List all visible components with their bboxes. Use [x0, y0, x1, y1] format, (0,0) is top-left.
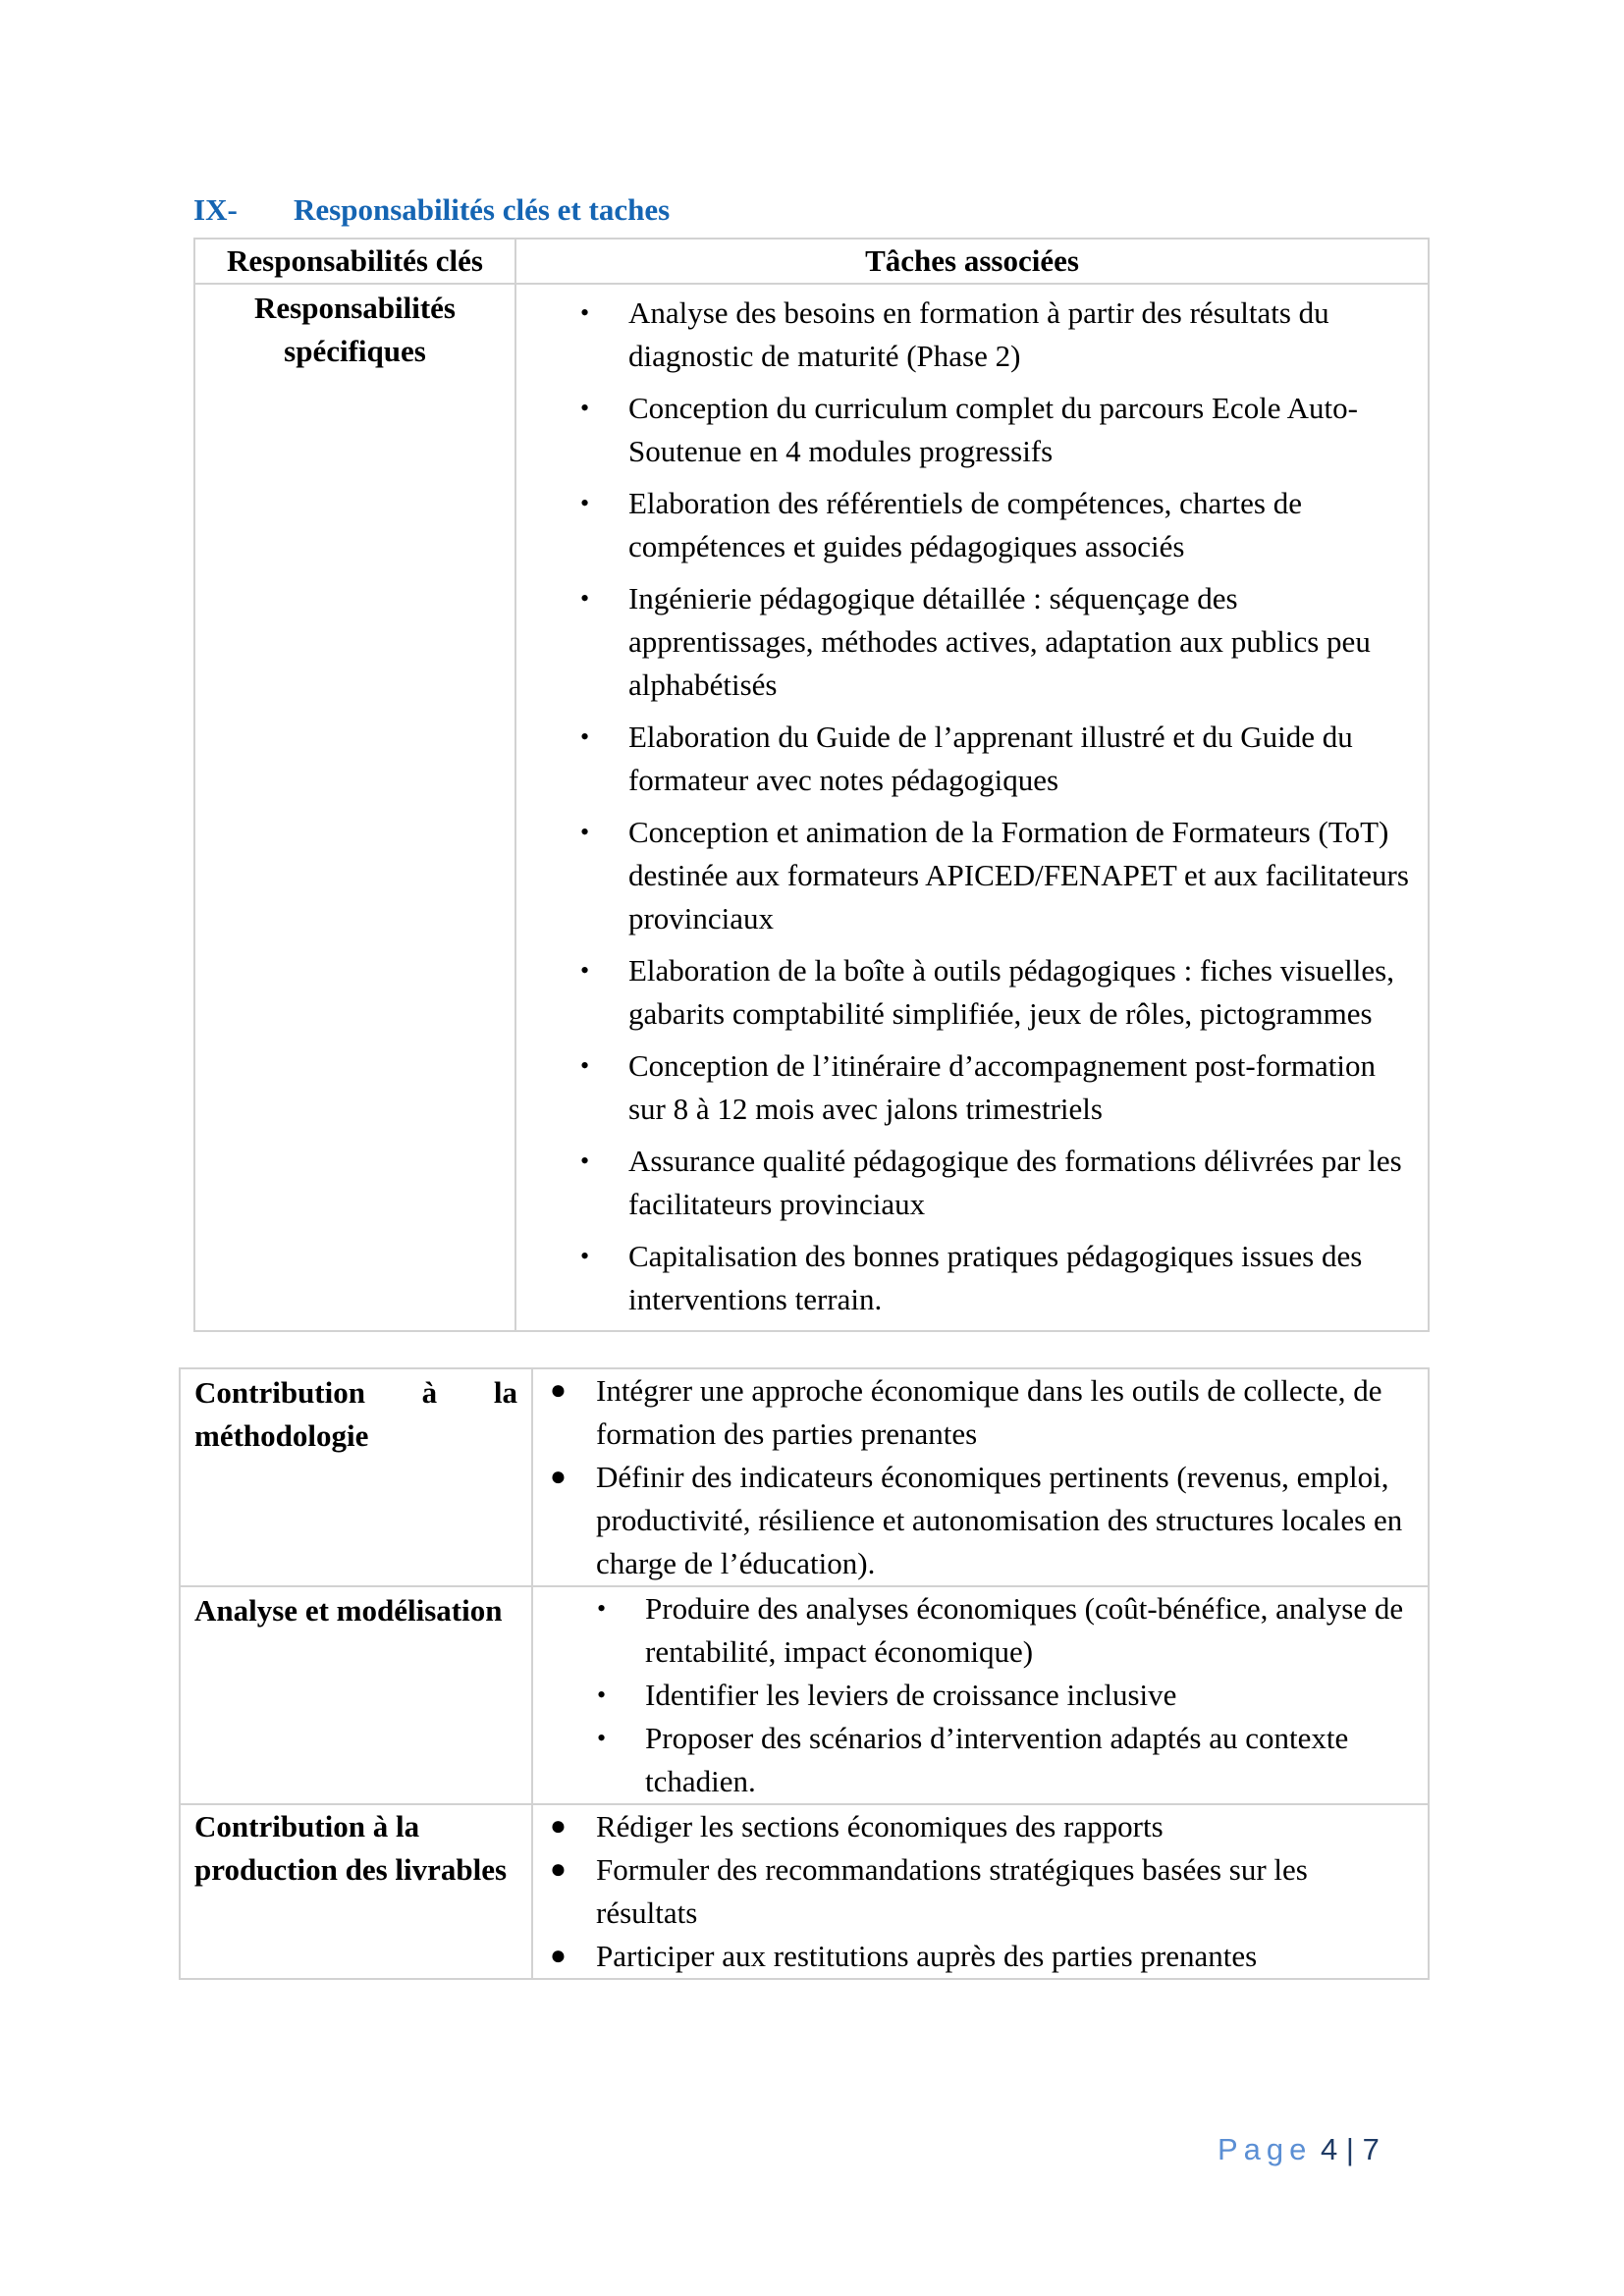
section-number: IX-: [193, 192, 238, 227]
list-item: • Elaboration des référentiels de compétences, chartes de compétences et guides pédagogiques associés: [516, 482, 1428, 568]
list-item: • Capitalisation des bonnes pratiques pédagogiques issues des interventions terrain.: [516, 1235, 1428, 1321]
bullet-icon: •: [579, 722, 590, 751]
section-heading: [193, 192, 670, 228]
list-item: ● Intégrer une approche économique dans les outils de collecte, de formation des parties prenantes: [533, 1369, 1428, 1456]
list-item: • Conception de l’itinéraire d’accompagnement post-formation sur 8 à 12 mois avec jalons trimestriels: [516, 1044, 1428, 1131]
list-item: ● Définir des indicateurs économiques pertinents (revenus, emploi, productivité, résilience et autonomisation des structures locales en charge de l’éducation).: [533, 1456, 1428, 1585]
page-label: Page: [1218, 2132, 1313, 2166]
page-footer: [1218, 2132, 1380, 2167]
bullet-icon: ●: [550, 1462, 567, 1492]
bullet-icon: ●: [550, 1375, 567, 1406]
task-list: [533, 1369, 1428, 1585]
table-row: [194, 284, 1429, 1331]
header-key-responsibilities: Responsabilités clés: [194, 239, 515, 284]
list-item: • Conception du curriculum complet du parcours Ecole Auto-Soutenue en 4 modules progressifs: [516, 387, 1428, 473]
row-tasks: [532, 1368, 1429, 1586]
list-item: ● Rédiger les sections économiques des rapports: [533, 1805, 1428, 1848]
list-item: • Ingénierie pédagogique détaillée : séquençage des apprentissages, méthodes actives, adaptation aux publics peu alphabétisés: [516, 577, 1428, 707]
row-tasks: [532, 1804, 1429, 1979]
list-item: • Elaboration de la boîte à outils pédagogiques : fiches visuelles, gabarits comptabilité simplifiée, jeux de rôles, pictogrammes: [516, 949, 1428, 1036]
task-list: [533, 1805, 1428, 1978]
list-item: • Proposer des scénarios d’intervention adaptés au contexte tchadien.: [533, 1717, 1428, 1803]
row-key: Contribution à la méthodologie: [180, 1368, 532, 1586]
table-row: [180, 1586, 1429, 1804]
page-number: 4 | 7: [1321, 2132, 1380, 2166]
bullet-icon: ●: [550, 1811, 567, 1842]
bullet-icon: •: [579, 1051, 590, 1080]
task-list: [516, 292, 1428, 1321]
bullet-icon: •: [597, 1681, 607, 1709]
list-item: • Produire des analyses économiques (coût-bénéfice, analyse de rentabilité, impact économique): [533, 1587, 1428, 1674]
bullet-icon: •: [597, 1724, 607, 1752]
task-list: [533, 1587, 1428, 1803]
bullet-icon: •: [579, 1147, 590, 1175]
row-key: Contribution à la production des livrables: [180, 1804, 532, 1979]
bullet-icon: •: [579, 956, 590, 985]
list-item: • Conception et animation de la Formation de Formateurs (ToT) destinée aux formateurs APICED/FENAPET et aux facilitateurs provinciaux: [516, 811, 1428, 940]
row-key: Analyse et modélisation: [180, 1586, 532, 1804]
row-tasks: [515, 284, 1429, 1331]
bullet-icon: •: [579, 298, 590, 327]
list-item: ● Participer aux restitutions auprès des parties prenantes: [533, 1935, 1428, 1978]
list-item: • Assurance qualité pédagogique des formations délivrées par les facilitateurs provinciaux: [516, 1140, 1428, 1226]
bullet-icon: •: [579, 489, 590, 517]
table-header-row: [194, 239, 1429, 284]
list-item: • Identifier les leviers de croissance inclusive: [533, 1674, 1428, 1717]
row-key-label: Responsabilités spécifiques: [254, 291, 456, 368]
responsibilities-table-bottom: [179, 1367, 1430, 1980]
bullet-icon: •: [579, 584, 590, 613]
bullet-icon: •: [579, 394, 590, 422]
row-tasks: [532, 1586, 1429, 1804]
bullet-icon: •: [597, 1594, 607, 1623]
bullet-icon: •: [579, 1242, 590, 1270]
list-item: • Analyse des besoins en formation à partir des résultats du diagnostic de maturité (Phase 2): [516, 292, 1428, 378]
bullet-icon: •: [579, 818, 590, 846]
table-row: [180, 1804, 1429, 1979]
header-associated-tasks: Tâches associées: [515, 239, 1429, 284]
section-title: Responsabilités clés et taches: [294, 192, 671, 227]
responsibilities-table-top: [193, 238, 1430, 1332]
list-item: ● Formuler des recommandations stratégiques basées sur les résultats: [533, 1848, 1428, 1935]
bullet-icon: ●: [550, 1941, 567, 1971]
bullet-icon: ●: [550, 1854, 567, 1885]
row-key: [194, 284, 515, 1331]
table-row: [180, 1368, 1429, 1586]
list-item: • Elaboration du Guide de l’apprenant illustré et du Guide du formateur avec notes pédagogiques: [516, 716, 1428, 802]
